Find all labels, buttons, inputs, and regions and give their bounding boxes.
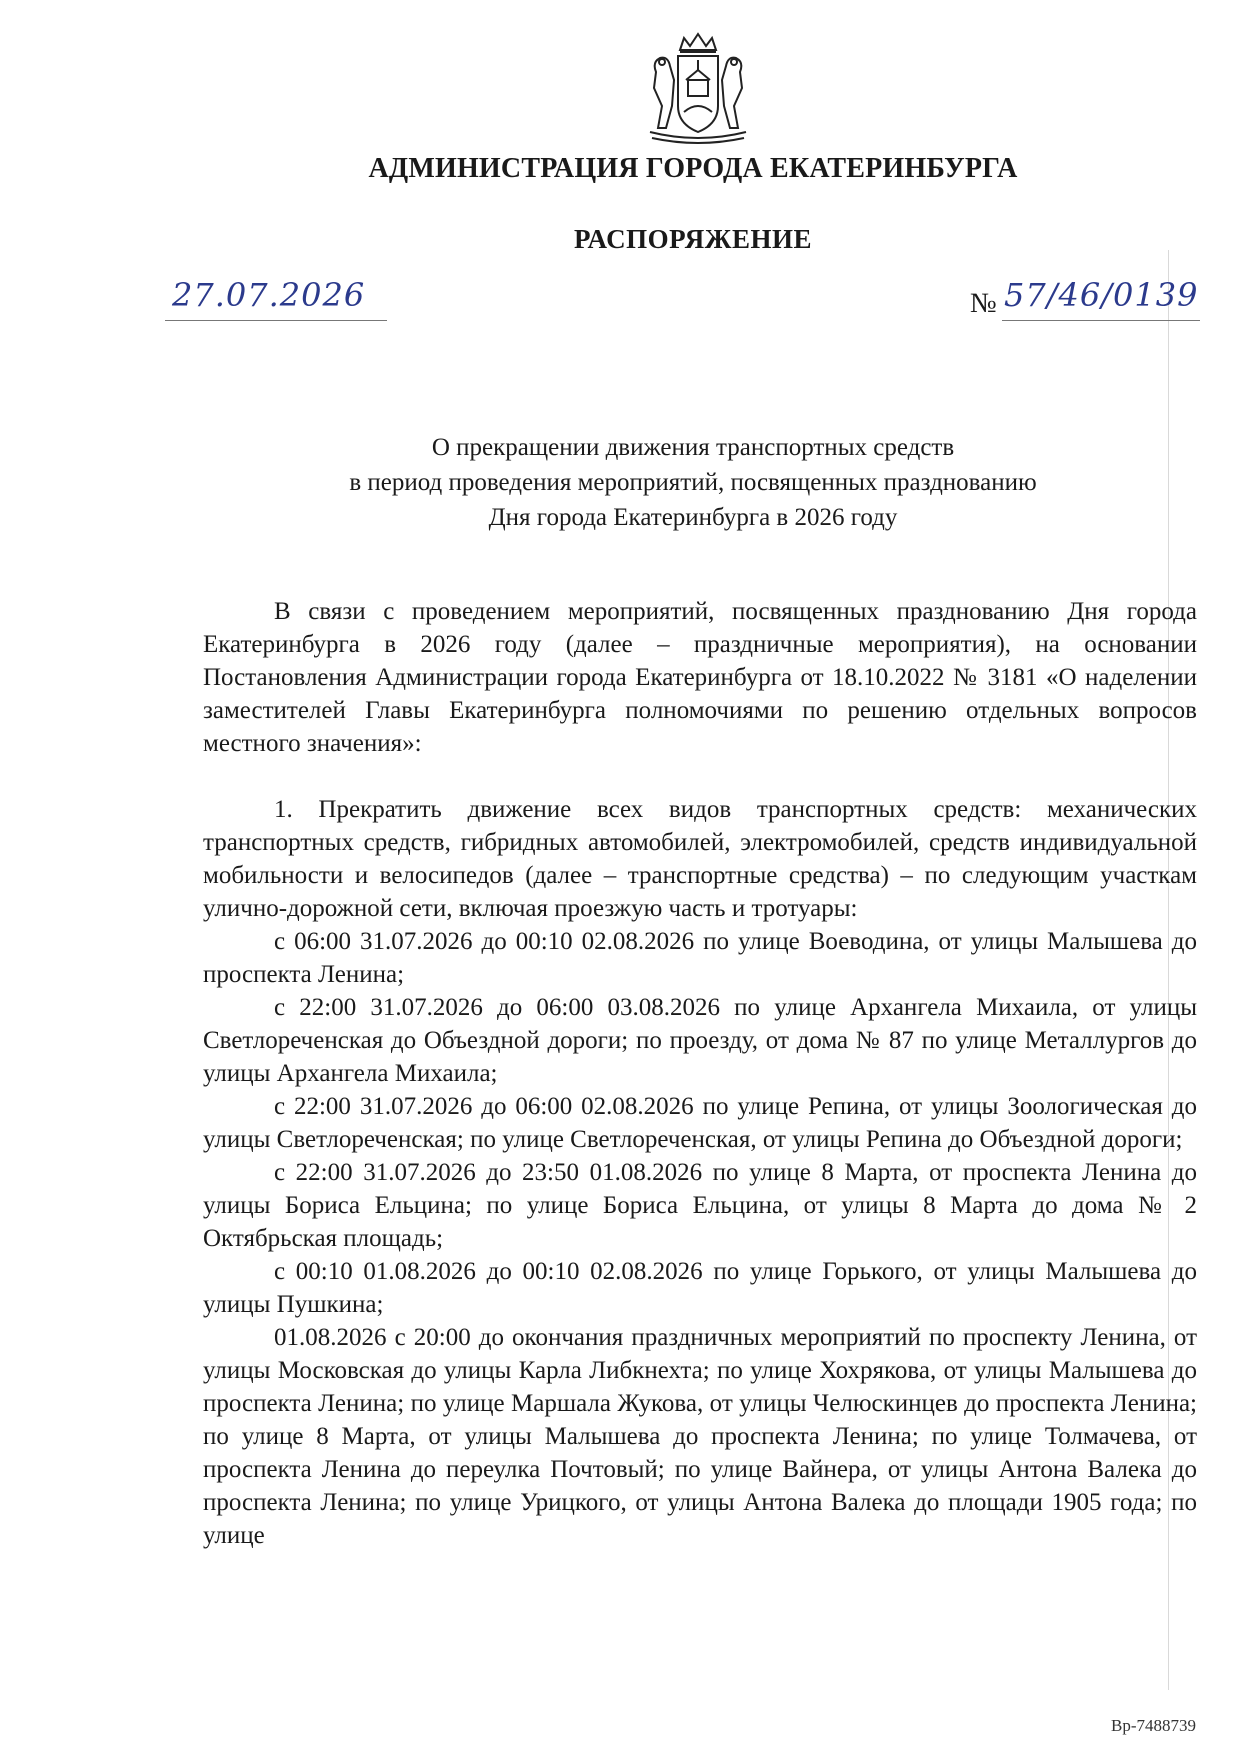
clause-paragraph: с 22:00 31.07.2026 до 23:50 01.08.2026 по улице 8 Марта, от проспекта Ленина до улицы Бориса Ельцина; по улице Бориса Ельцина, от улицы 8 Марта до дома № 2 Октябрьская площадь;	[203, 1159, 1197, 1252]
clause-paragraph: с 00:10 01.08.2026 до 00:10 02.08.2026 по улице Горького, от улицы Малышева до улицы Пушкина;	[203, 1258, 1197, 1318]
subject-line: Дня города Екатеринбурга в 2026 году	[488, 504, 898, 531]
clause-paragraph: 01.08.2026 с 20:00 до окончания праздничных мероприятий по проспекту Ленина, от улицы Московская до улицы Карла Либкнехта; по улице Хохрякова, от улицы Малышева до проспекта Ленина; по улице Маршала Жукова, от улицы Челюскинцев до проспекта Ленина; по улице 8 Марта, от улицы Малышева до проспекта Ленина; по улице Толмачева, от проспекта Ленина до переулка Почтовый; по улице Вайнера, от улицы Антона Валека до проспекта Ленина; по улице Урицкого, от улицы Антона Валека до площади 1905 года; по улице	[203, 1324, 1197, 1549]
clause-paragraph: 1. Прекратить движение всех видов транспортных средств: механических транспортных средств, гибридных автомобилей, электромобилей, средств индивидуальной мобильности и велосипедов (далее – транспортные средства) – по следующим участкам улично-дорожной сети, включая проезжую часть и тротуары:	[203, 796, 1197, 922]
document-number: 57/46/0139	[1004, 276, 1199, 314]
clause-paragraph: с 22:00 31.07.2026 до 06:00 02.08.2026 по улице Репина, от улицы Зоологическая до улицы Светлореченская; по улице Светлореченская, от улицы Репина до Объездной дороги;	[203, 1093, 1197, 1153]
document-type: РАСПОРЯЖЕНИЕ	[573, 224, 813, 254]
number-sign: №	[970, 288, 997, 319]
number-underline	[1002, 320, 1200, 321]
document-body	[203, 595, 1197, 1552]
clause-paragraph: с 22:00 31.07.2026 до 06:00 03.08.2026 по улице Архангела Михаила, от улицы Светлореченская до Объездной дороги; по проезду, от дома № 87 по улице Металлургов до улицы Архангела Михаила;	[203, 994, 1197, 1087]
subject-line: О прекращении движения транспортных средств	[431, 434, 955, 461]
subject-line: в период проведения мероприятий, посвященных празднованию	[349, 469, 1037, 496]
document-date: 27.07.2026	[172, 276, 366, 314]
preamble-paragraph: В связи с проведением мероприятий, посвященных празднованию Дня города Екатеринбурга в 2026 году (далее – праздничные мероприятия), на основании Постановления Администрации города Екатеринбурга от 18.10.2022 № 3181 «О наделении заместителей Главы Екатеринбурга полномочиями по решению отдельных вопросов местного значения»:	[203, 598, 1197, 757]
footer-document-code: Вр-7488739	[1111, 1716, 1196, 1735]
clause-paragraph: с 06:00 31.07.2026 до 00:10 02.08.2026 по улице Воеводина, от улицы Малышева до проспекта Ленина;	[203, 928, 1197, 988]
organization-title: АДМИНИСТРАЦИЯ ГОРОДА ЕКАТЕРИНБУРГА	[368, 153, 1018, 184]
coat-of-arms-emblem	[638, 28, 758, 148]
document-subject	[200, 430, 1186, 535]
date-underline	[165, 320, 387, 321]
